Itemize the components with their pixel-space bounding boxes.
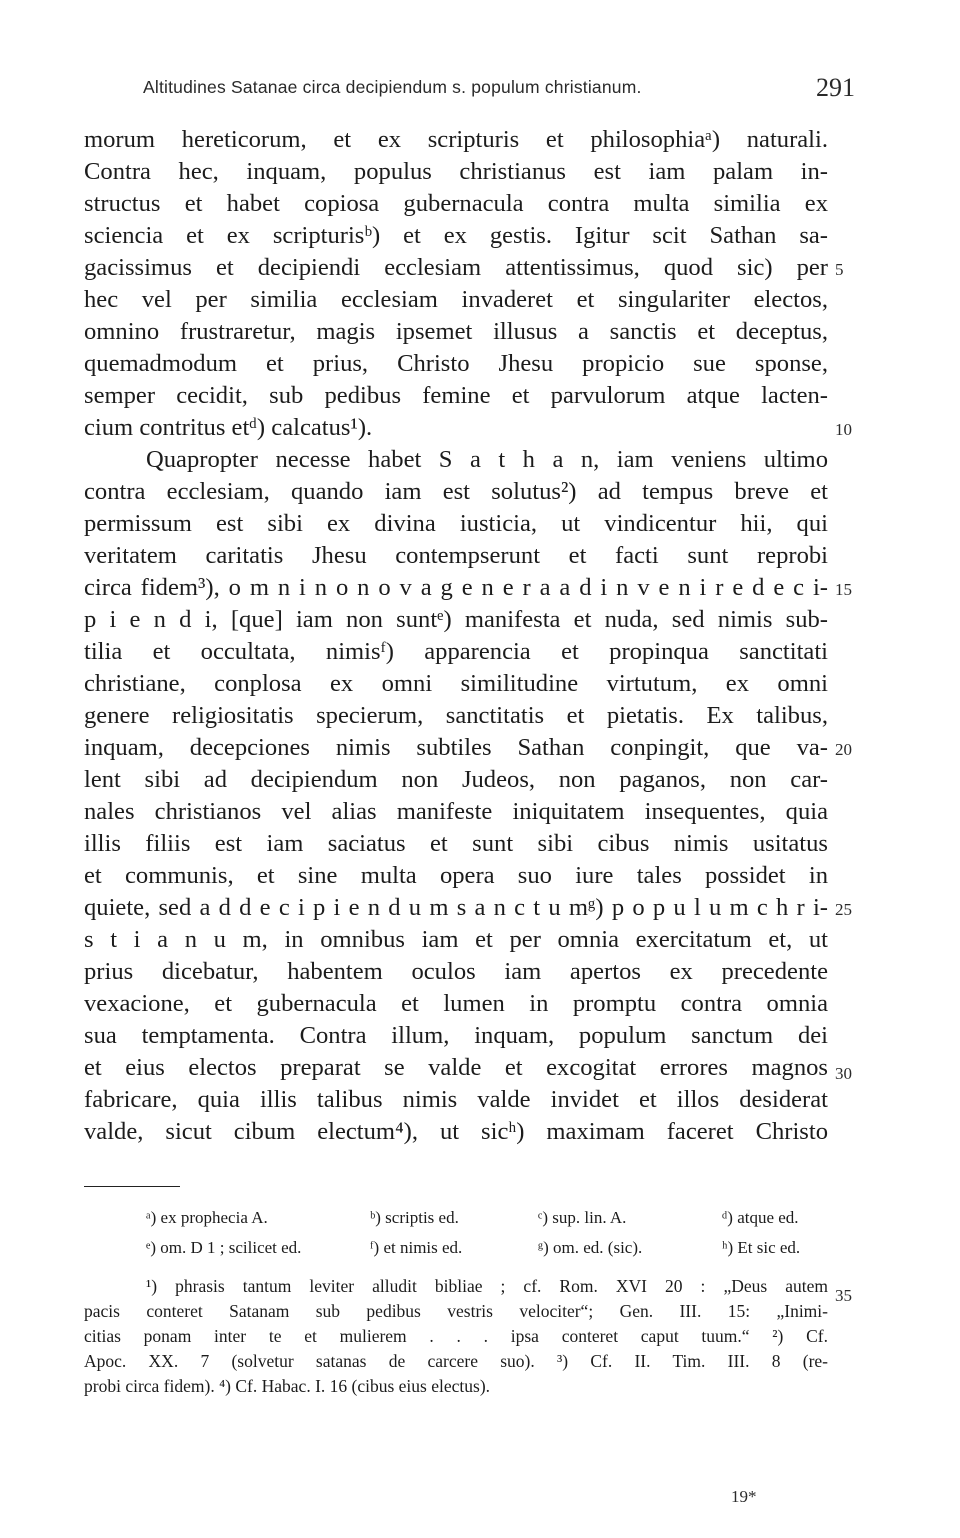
text-line: sua temptamenta. Contra illum, inquam, populum sanctum dei — [84, 1022, 828, 1049]
text-line: tilia et occultata, nimisᶠ) apparencia et propinqua sanctitati — [84, 638, 828, 665]
text-line: illis filiis est iam saciatus et sunt sibi cibus nimis usitatus — [84, 830, 828, 857]
apparatus-note: ᵍ) om. ed. (sic). — [538, 1238, 643, 1257]
footnote-rule — [84, 1186, 180, 1187]
line-number: 10 — [835, 420, 852, 439]
text-line: contra ecclesiam, quando iam est solutus²) ad tempus breve et — [84, 478, 828, 505]
signature-mark: 19* — [731, 1487, 757, 1506]
text-line: lent sibi ad decipiendum non Judeos, non paganos, non car- — [84, 766, 828, 793]
text-line: permissum est sibi ex divina iusticia, ut vindicentur hii, qui — [84, 510, 828, 537]
footnotes — [84, 1274, 828, 1404]
apparatus-note: ᵉ) om. D 1 ; scilicet ed. — [146, 1238, 302, 1257]
text-line: Contra hec, inquam, populus christianus est iam palam in- — [84, 158, 828, 185]
page-number: 291 — [816, 73, 855, 102]
footnote-line: Apoc. XX. 7 (solvetur satanas de carcere suo). ³) Cf. II. Tim. III. 8 (re- — [84, 1351, 828, 1371]
text-line: cium contritus etᵈ) calcatus¹). — [84, 414, 373, 441]
text-line: veritatem caritatis Jhesu contempserunt et facti sunt reprobi — [84, 542, 828, 569]
text-line: fabricare, quia illis talibus nimis valde invidet et illos desiderat — [84, 1086, 828, 1113]
text-line: semper cecidit, sub pedibus femine et parvulorum atque lacten- — [84, 382, 828, 409]
footnote-line: probi circa fidem). ⁴) Cf. Habac. I. 16 (cibus eius electus). — [84, 1376, 491, 1396]
text-line: quiete, sed a d d e c i p i e n d u m s a n c t u mᵍ) p o p u l u m c h r i- — [84, 894, 828, 921]
text-line: p i e n d i, [que] iam non suntᵉ) manifesta et nuda, sed nimis sub- — [84, 606, 828, 633]
text-line: quemadmodum et prius, Christo Jhesu propicio sue sponse, — [84, 350, 828, 377]
apparatus-row — [84, 1206, 828, 1230]
apparatus-note: ᵇ) scriptis ed. — [370, 1208, 459, 1227]
text-line: valde, sicut cibum electum⁴), ut sicʰ) maximam faceret Christo — [84, 1118, 828, 1145]
line-number: 15 — [835, 580, 852, 599]
running-head — [143, 71, 855, 111]
text-line: structus et habet copiosa gubernacula contra multa similia ex — [84, 190, 828, 217]
text-line: morum hereticorum, et ex scripturis et philosophiaᵃ) naturali. — [84, 126, 828, 153]
apparatus-row — [84, 1236, 828, 1260]
line-number: 35 — [835, 1286, 852, 1305]
line-number: 25 — [835, 900, 852, 919]
line-number: 30 — [835, 1064, 852, 1083]
apparatus-note: ᵈ) atque ed. — [722, 1208, 799, 1227]
text-line: vexacione, et gubernacula et lumen in promptu contra omnia — [84, 990, 828, 1017]
footnote-line: pacis conteret Satanam sub pedibus vestris velociter“; Gen. III. 15: „Inimi- — [84, 1301, 828, 1321]
text-line: genere religiositatis specierum, sanctitatis et pietatis. Ex talibus, — [84, 702, 828, 729]
text-line: hec vel per similia ecclesiam invaderet et singulariter electos, — [84, 286, 828, 313]
text-line: s t i a n u m, in omnibus iam et per omnia exercitatum et, ut — [84, 926, 828, 953]
text-line: inquam, decepciones nimis subtiles Sathan conpingit, que va- — [84, 734, 828, 761]
apparatus-note: ᶜ) sup. lin. A. — [538, 1208, 627, 1227]
footnote-line: citias ponam inter te et mulierem . . . ipsa conteret caput tuum.“ ²) Cf. — [84, 1326, 828, 1346]
apparatus-note: ᵃ) ex prophecia A. — [146, 1208, 268, 1227]
text-line: nales christianos vel alias manifeste iniquitatem insequentes, quia — [84, 798, 828, 825]
text-line: circa fidem³), o m n i n o n o v a g e n e r a a d i n v e n i r e d e c i- — [84, 574, 828, 601]
text-line: christiane, conplosa ex omni similitudine virtutum, ex omni — [84, 670, 828, 697]
text-line: prius dicebatur, habentem oculos iam apertos ex precedente — [84, 958, 828, 985]
text-line: et eius electos preparat se valde et excogitat errores magnos — [84, 1054, 828, 1081]
apparatus-note: ʰ) Et sic ed. — [722, 1238, 801, 1257]
text-line: sciencia et ex scripturisᵇ) et ex gestis. Igitur scit Sathan sa- — [84, 222, 828, 249]
line-number: 5 — [835, 260, 844, 279]
text-line: gacissimus et decipiendi ecclesiam attentissimus, quod sic) per — [84, 254, 828, 281]
text-line: et communis, et sine multa opera suo iure tales possidet in — [84, 862, 828, 889]
footnote-line: ¹) phrasis tantum leviter alludit bibliae ; cf. Rom. XVI 20 : „Deus autem — [146, 1276, 828, 1296]
apparatus-note: ᶠ) et nimis ed. — [370, 1238, 463, 1257]
text-line: omnino frustraretur, magis ipsemet illusus a sanctis et deceptus, — [84, 318, 828, 345]
text-line: Quapropter necesse habet S a t h a n, iam veniens ultimo — [146, 446, 828, 473]
running-title: Altitudines Satanae circa decipiendum s. populum christianum. — [143, 77, 642, 97]
line-number: 20 — [835, 740, 852, 759]
